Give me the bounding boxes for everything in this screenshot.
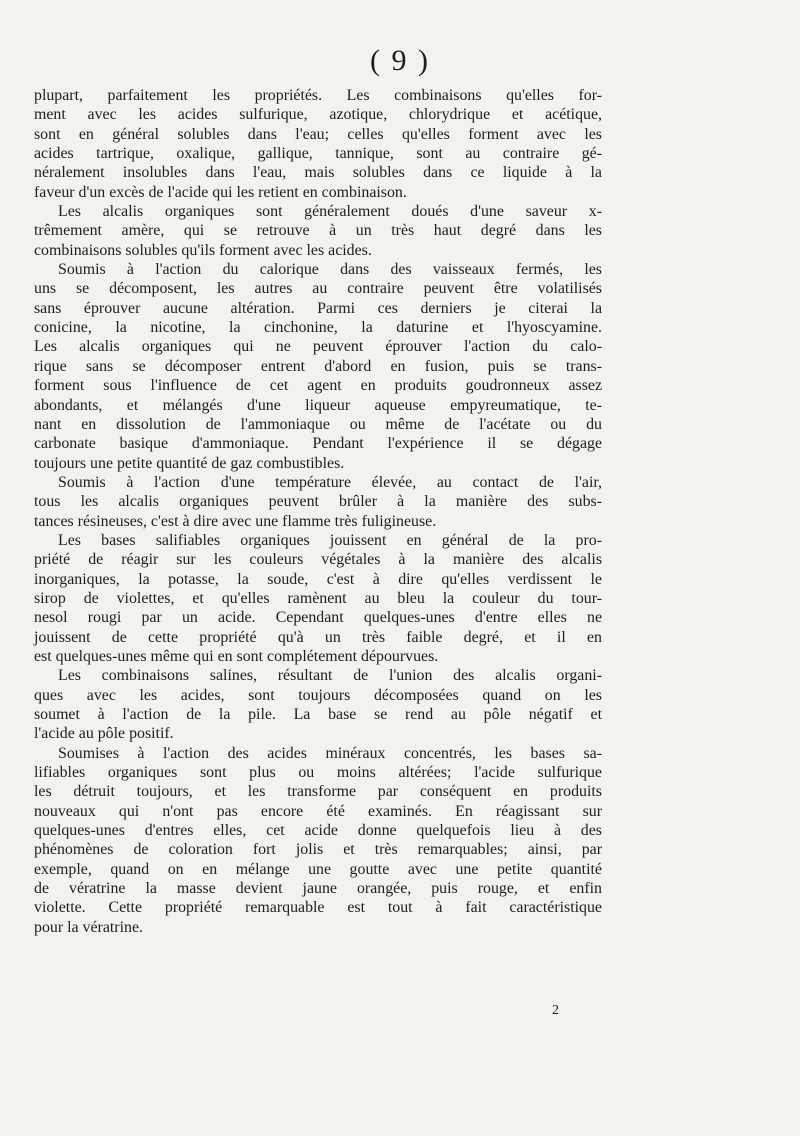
text-line: ment avec les acides sulfurique, azotique, chlorydrique et acétique, [34,106,602,124]
text-line: uns se décomposent, les autres au contraire peuvent être volatilisés [34,280,602,298]
text-line: abondants, et mélangés d'une liqueur aqueuse empyreumatique, te- [34,396,602,414]
text-line: soumet à l'action de la pile. La base se rend au pôle négatif et [34,706,602,723]
text-line: Soumis à l'action du calorique dans des vaisseaux fermés, les [58,261,602,279]
text-line: acides tartrique, oxalique, gallique, tannique, sont au contraire gé- [34,145,602,163]
text-line: rique sans se décomposer entrent d'abord en fusion, puis se trans- [34,357,602,375]
text-line: pour la vératrine. [34,918,143,936]
text-line: plupart, parfaitement les propriétés. Les combinaisons qu'elles for- [34,87,602,104]
text-line: trêmement amère, qui se retrouve à un très haut degré dans les [34,222,602,240]
text-line: Soumises à l'action des acides minéraux concentrés, les bases sa- [58,744,602,762]
text-line: ques avec les acides, sont toujours décomposées quand on les [34,686,602,704]
text-line: exemple, quand on en mélange une goutte avec une petite quantité [34,860,602,878]
page-number: ( 9 ) [370,44,430,77]
text-line: conicine, la nicotine, la cinchonine, la daturine et l'hyoscyamine. [34,319,602,337]
text-line: l'acide au pôle positif. [34,725,174,743]
text-line: violette. Cette propriété remarquable est tout à fait caractéristique [34,899,602,917]
text-line: tous les alcalis organiques peuvent brûler à la manière des subs- [34,493,602,511]
signature-mark: 2 [552,1003,559,1018]
text-line: nouveaux qui n'ont pas encore été examinés. En réagissant sur [34,802,602,820]
text-line: Les alcalis organiques sont généralement doués d'une saveur x- [58,203,602,221]
text-line: priété de réagir sur les couleurs végétales à la manière des alcalis [34,551,602,569]
text-line: nesol rougi par un acide. Cependant quelques-unes d'entre elles ne [34,609,602,627]
text-line: sirop de violettes, et qu'elles ramènent au bleu la couleur du tour- [34,589,602,607]
text-line: tances résineuses, c'est à dire avec une flamme très fuligineuse. [34,512,437,530]
text-line: jouissent de cette propriété qu'à un très faible degré, et il en [34,628,602,646]
text-line: phénomènes de coloration fort jolis et très remarquables; ainsi, par [34,841,602,859]
text-line: inorganiques, la potasse, la soude, c'est à dire qu'elles verdissent le [34,570,602,588]
text-line: nant en dissolution de l'ammoniaque ou même de l'acétate ou du [34,415,602,433]
text-line: quelques-unes d'entres elles, cet acide donne quelquefois lieu à des [34,822,602,840]
body-text [34,86,602,937]
text-line: est quelques-unes même qui en sont complétement dépourvues. [34,647,439,665]
text-line: Les combinaisons salines, résultant de l'union des alcalis organi- [58,667,602,685]
text-line: carbonate basique d'ammoniaque. Pendant l'expérience il se dégage [34,435,602,453]
text-line: néralement insolubles dans l'eau, mais solubles dans ce liquide à la [34,164,602,182]
text-line: Soumis à l'action d'une température élevée, au contact de l'air, [58,473,602,491]
text-line: lifiables organiques sont plus ou moins altérées; l'acide sulfurique [34,764,602,782]
text-line: Les bases salifiables organiques jouissent en général de la pro- [58,531,602,549]
text-line: Les alcalis organiques qui ne peuvent éprouver l'action du calo- [34,338,602,356]
text-line: sans éprouver aucune altération. Parmi ces derniers je citerai la [34,299,602,317]
text-line: faveur d'un excès de l'acide qui les retient en combinaison. [34,183,407,201]
text-line: forment sous l'influence de cet agent en produits goudronneux assez [34,377,602,395]
text-line: les détruit toujours, et les transforme par conséquent en produits [34,783,602,801]
text-line: combinaisons solubles qu'ils forment avec les acides. [34,241,372,259]
text-line: sont en général solubles dans l'eau; celles qu'elles forment avec les [34,125,602,143]
text-line: de vératrine la masse devient jaune orangée, puis rouge, et enfin [34,880,602,898]
text-line: toujours une petite quantité de gaz combustibles. [34,454,345,472]
